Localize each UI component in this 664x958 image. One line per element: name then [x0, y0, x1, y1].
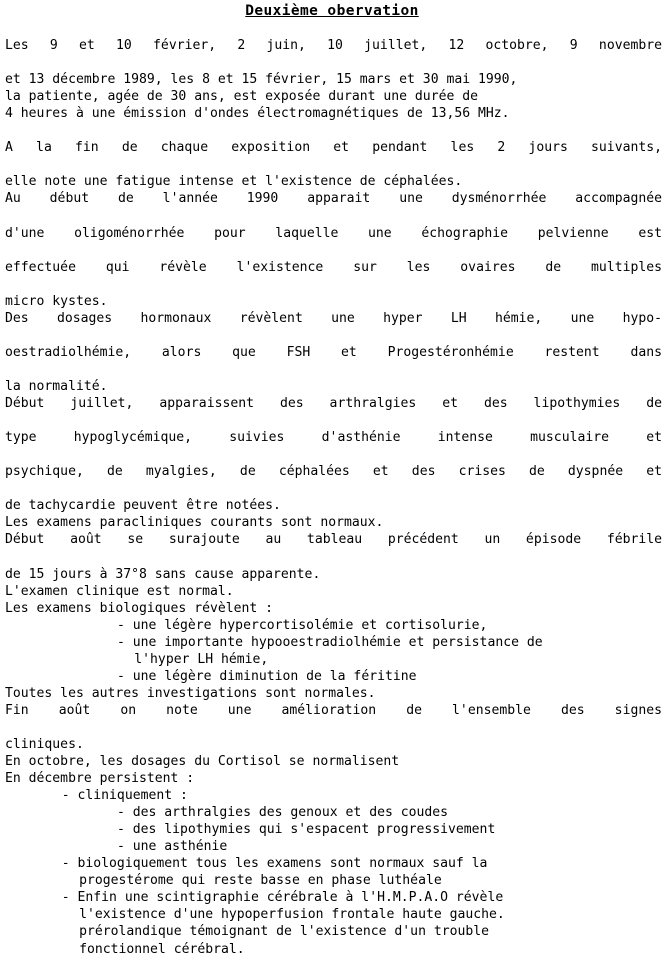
paragraph-hormonal-assays-line-2: oestradiolhémie, alors que FSH et Progestéronhémie restent dans [5, 344, 662, 360]
document-page [0, 3, 664, 957]
paragraph-exposure-dates-line-4: 4 heures à une émission d'ondes électromagnétiques de 13,56 MHz. [5, 106, 510, 122]
paragraph-biological-exams-intro: Les examens biologiques révèlent : [5, 600, 274, 616]
paragraph-august-fever-line-1: Début août se surajoute au tableau précédent un épisode fébrile [5, 532, 662, 548]
list-item-scintigraphie-line-3: prérolandique témoignant de l'existence d'un trouble [79, 924, 490, 940]
title-gap-spacer [0, 20, 664, 37]
list-item-asthenie: - une asthénie [116, 839, 228, 855]
paragraph-july-symptoms-line-1: Début juillet, apparaissent des arthralgies et des lipothymies de [5, 396, 662, 412]
paragraph-1990-onset-line-3: effectuée qui révèle l'existence sur les ovaires de multiples [5, 259, 662, 275]
paragraph-1990-onset-line-1: Au début de l'année 1990 apparait une dysménorrhée accompagnée [5, 191, 662, 207]
paragraph-hormonal-assays-line-1: Des dosages hormonaux révèlent une hyper LH hémie, une hypo- [5, 310, 662, 326]
list-item-scintigraphie-line-2: l'existence d'une hypoperfusion frontale haute gauche. [79, 907, 505, 923]
list-item-lipothymies-espacent: - des lipothymies qui s'espacent progressivement [116, 822, 496, 838]
paragraph-1990-onset-line-2: d'une oligoménorrhée pour laquelle une échographie pelvienne est [5, 225, 662, 241]
list-item-hypooestradiolhemia-line-1: - une importante hypooestradiolhémie et persistance de [116, 634, 543, 650]
list-item-scintigraphie-line-1: - Enfin une scintigraphie cérébrale à l'H.M.P.A.O révèle [61, 890, 504, 906]
list-item-biologiquement-line-2: progestérome qui reste basse en phase luthéale [79, 873, 442, 889]
list-item-hypooestradiolhemia-line-2: l'hyper LH hémie, [134, 651, 269, 667]
paragraph-july-symptoms-line-3: psychique, de myalgies, de céphalées et des crises de dyspnée et [5, 464, 662, 480]
paragraph-post-exposure-line-2: elle note une fatigue intense et l'existence de céphalées. [5, 174, 463, 190]
page-title: Deuxième obervation [245, 3, 419, 19]
paragraph-hormonal-assays-line-3: la normalité. [5, 378, 108, 394]
list-item-arthralgies-genoux-coudes: - des arthralgies des genoux et des coudes [116, 805, 449, 821]
paragraph-post-exposure-line-1: A la fin de chaque exposition et pendant les 2 jours suivants, [5, 140, 662, 156]
paragraph-exposure-dates-line-3: la patiente, agée de 30 ans, est exposée durant une durée de [5, 89, 478, 105]
paragraph-july-symptoms-line-4: de tachycardie peuvent être notées. [5, 498, 281, 514]
paragraph-december-intro: En décembre persistent : [5, 771, 195, 787]
paragraph-spacer-1 [5, 122, 662, 139]
paragraph-exposure-dates-line-1: Les 9 et 10 février, 2 juin, 10 juillet, 12 octobre, 9 novembre [5, 38, 662, 54]
paragraph-october-cortisol: En octobre, les dosages du Cortisol se normalisent [5, 754, 400, 770]
paragraph-1990-onset-line-4: micro kystes. [5, 293, 108, 309]
list-item-hypercortisolemia: - une légère hypercortisolémie et cortisolurie, [116, 617, 488, 633]
paragraph-paraclinical-exams: Les examens paracliniques courants sont normaux. [5, 515, 384, 531]
list-item-biologiquement-line-1: - biologiquement tous les examens sont normaux sauf la [61, 856, 488, 872]
list-item-cliniquement: - cliniquement : [61, 788, 188, 804]
paragraph-august-fever-line-2: de 15 jours à 37°8 sans cause apparente. [5, 566, 321, 582]
list-item-feritine: - une légère diminution de la féritine [116, 668, 417, 684]
list-item-scintigraphie-line-4: fonctionnel cérébral. [79, 941, 245, 957]
paragraph-august-improvement-line-2: cliniques. [5, 736, 84, 752]
paragraph-july-symptoms-line-2: type hypoglycémique, suivies d'asthénie intense musculaire et [5, 430, 662, 446]
document-body [0, 37, 664, 958]
paragraph-august-improvement-line-1: Fin août on note une amélioration de l'ensemble des signes [5, 702, 662, 718]
paragraph-other-investigations-normal: Toutes les autres investigations sont normales. [5, 685, 376, 701]
paragraph-clinical-exam-normal: L'examen clinique est normal. [5, 583, 234, 599]
paragraph-exposure-dates-line-2: et 13 décembre 1989, les 8 et 15 février, 15 mars et 30 mai 1990, [5, 72, 518, 88]
